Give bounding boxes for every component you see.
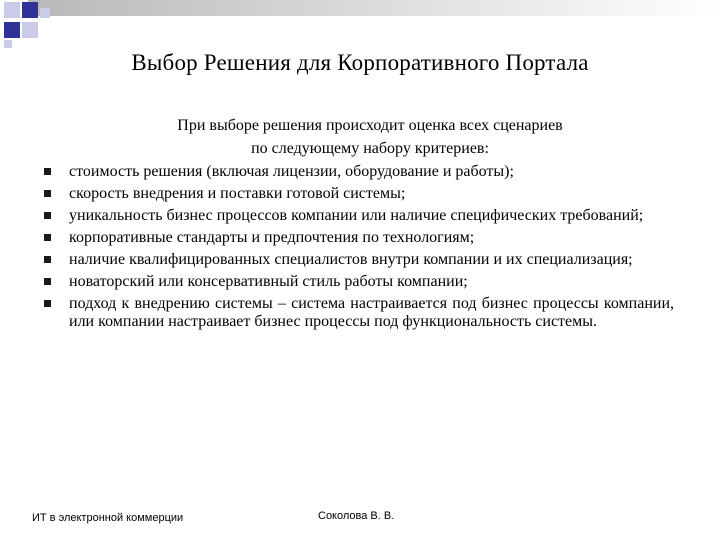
list-item — [44, 185, 674, 203]
criteria-text: новаторский или консервативный стиль работы компании; — [69, 273, 468, 290]
deco-square-light-2 — [22, 22, 38, 38]
list-item — [44, 229, 674, 247]
footer-course: ИТ в электронной коммерции — [32, 512, 184, 524]
list-item — [44, 163, 674, 181]
deco-square-light-1 — [4, 2, 20, 18]
square-bullet-icon — [44, 278, 51, 285]
list-item — [44, 295, 674, 331]
footer-author: Соколова В. В. — [318, 510, 395, 522]
intro-line-1: При выборе решения происходит оценка всех сценариев — [177, 117, 563, 134]
header-gradient-bar — [28, 0, 720, 16]
list-item — [44, 207, 674, 225]
square-bullet-icon — [44, 212, 51, 219]
criteria-text: стоимость решения (включая лицензии, оборудование и работы); — [69, 163, 514, 180]
square-bullet-icon — [44, 234, 51, 241]
intro-line-2: по следующему набору критериев: — [251, 140, 489, 157]
criteria-text: корпоративные стандарты и предпочтения по технологиям; — [69, 229, 475, 246]
slide-title: Выбор Решения для Корпоративного Портала — [131, 50, 589, 75]
deco-square-light-4 — [40, 8, 50, 18]
criteria-list — [44, 163, 674, 335]
square-bullet-icon — [44, 300, 51, 307]
header-decoration — [0, 0, 720, 48]
square-bullet-icon — [44, 168, 51, 175]
list-item — [44, 273, 674, 291]
intro-text — [90, 114, 650, 160]
deco-square-light-3 — [4, 40, 12, 48]
list-item — [44, 251, 674, 269]
deco-square-dark-2 — [4, 22, 20, 38]
deco-square-dark-1 — [22, 2, 38, 18]
criteria-text: уникальность бизнес процессов компании или наличие специфических требований; — [69, 207, 644, 224]
square-bullet-icon — [44, 256, 51, 263]
criteria-text: наличие квалифицированных специалистов внутри компании и их специализация; — [69, 251, 633, 268]
square-bullet-icon — [44, 190, 51, 197]
criteria-text: подход к внедрению системы – система настраивается под бизнес процессы компании, или компании настраивает бизнес процессы под функциональность системы. — [69, 295, 674, 330]
criteria-text: скорость внедрения и поставки готовой системы; — [69, 185, 406, 202]
